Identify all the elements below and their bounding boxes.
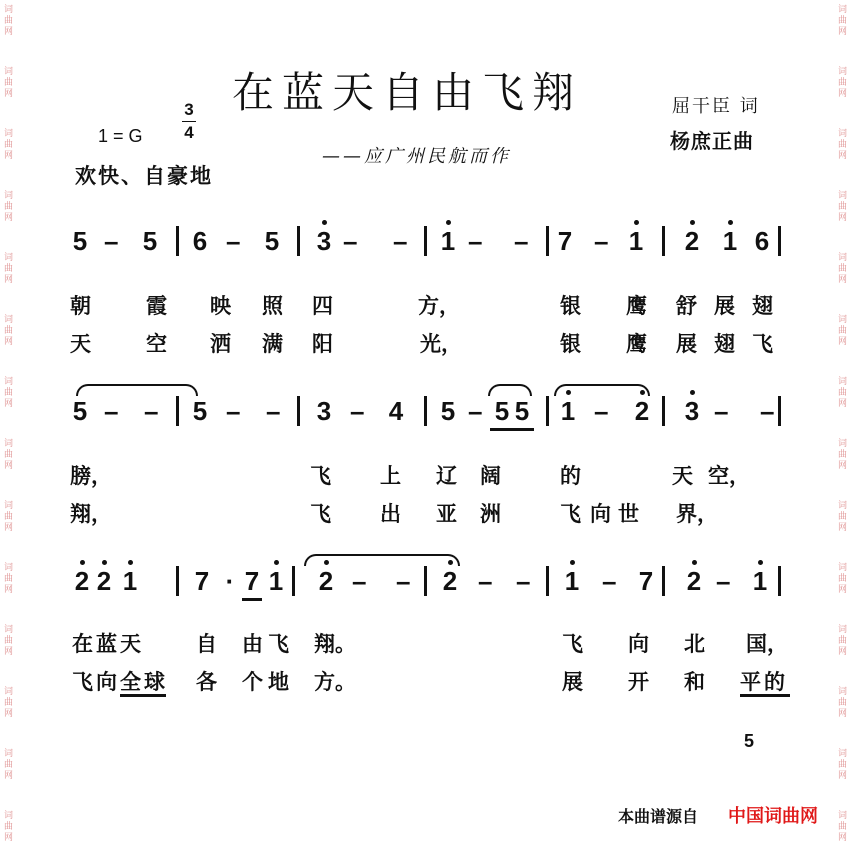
lyric-char: 的 [764, 670, 785, 694]
octave-dot [128, 560, 133, 565]
lyric-char: 自 [196, 632, 217, 656]
jianpu-note: 3 [684, 396, 700, 426]
jianpu-note: 1 [722, 226, 738, 256]
watermark-text: 词曲网 [2, 562, 12, 595]
jianpu-note: 3 [316, 396, 332, 426]
octave-dot [570, 560, 575, 565]
bar-line [424, 226, 427, 256]
lyric-char: 向 [628, 632, 649, 656]
lyric-char: 地 [268, 670, 289, 694]
jianpu-note: 1 [440, 226, 456, 256]
lyric-char: 翔。 [314, 632, 356, 656]
jianpu-note: 7 [638, 566, 654, 596]
jianpu-note: 1 [628, 226, 644, 256]
lyric-char: 飞 [72, 670, 93, 694]
lyric-char: 银 [560, 294, 581, 318]
lyric-char: 飞 [310, 502, 331, 526]
lyric-char: 开 [628, 670, 649, 694]
duration-dash: – [602, 566, 617, 596]
watermark-text: 词曲网 [836, 190, 846, 223]
lyric-char: 鹰 [626, 294, 647, 318]
octave-dot [322, 220, 327, 225]
lyric-char: 翅 [752, 294, 773, 318]
watermark-text: 词曲网 [836, 624, 846, 657]
lyric-char: 和 [684, 670, 705, 694]
jianpu-note: · [225, 566, 235, 596]
lyric-char: 展 [562, 670, 583, 694]
watermark-text: 词曲网 [2, 500, 12, 533]
bar-line [662, 226, 665, 256]
lyric-underline [120, 694, 166, 697]
duration-dash: – [343, 226, 358, 256]
jianpu-note: 7 [244, 566, 260, 596]
lyric-char: 霞 [146, 294, 167, 318]
watermark-text: 词曲网 [2, 314, 12, 347]
watermark-text: 词曲网 [2, 128, 12, 161]
duration-dash: – [714, 396, 729, 426]
lyric-char: 的 [560, 464, 581, 488]
lyricist: 屈干臣 词 [672, 96, 760, 117]
lyric-char: 飞 [752, 332, 773, 356]
watermark-text: 词曲网 [836, 686, 846, 719]
slur-arc [76, 384, 198, 396]
duration-dash: – [468, 396, 483, 426]
watermark-text: 词曲网 [2, 748, 12, 781]
watermark-text: 词曲网 [2, 376, 12, 409]
duration-dash: – [104, 226, 119, 256]
lyric-char: 蓝 [96, 632, 117, 656]
bar-line [424, 396, 427, 426]
lyric-char: 膀， [70, 464, 112, 488]
octave-dot [690, 220, 695, 225]
jianpu-note: 3 [316, 226, 332, 256]
jianpu-note: 1 [560, 396, 576, 426]
octave-dot [634, 220, 639, 225]
jianpu-note: 1 [564, 566, 580, 596]
lyric-char: 个 [242, 670, 263, 694]
watermark-text: 词曲网 [2, 810, 12, 843]
jianpu-note: 6 [192, 226, 208, 256]
watermark-right [834, 0, 850, 853]
lyric-char: 翔， [70, 502, 112, 526]
lyric-char: 光， [420, 332, 462, 356]
bar-line [546, 396, 549, 426]
octave-dot [758, 560, 763, 565]
watermark-text: 词曲网 [836, 810, 846, 843]
octave-dot [80, 560, 85, 565]
jianpu-note: 1 [268, 566, 284, 596]
watermark-text: 词曲网 [2, 438, 12, 471]
bar-line [662, 566, 665, 596]
watermark-text: 词曲网 [836, 748, 846, 781]
lyric-char: 向 [96, 670, 117, 694]
jianpu-note: 7 [557, 226, 573, 256]
duration-dash: – [594, 226, 609, 256]
jianpu-note: 2 [442, 566, 458, 596]
duration-dash: – [393, 226, 408, 256]
lyric-char: 照 [262, 294, 283, 318]
lyric-char: 世 [618, 502, 639, 526]
watermark-text: 词曲网 [2, 4, 12, 37]
duration-dash: – [760, 396, 775, 426]
time-signature-bottom: 4 [184, 123, 194, 142]
watermark-text: 词曲网 [2, 624, 12, 657]
lyric-char: 天 [672, 464, 693, 488]
bar-line [778, 396, 781, 426]
bar-line [297, 396, 300, 426]
source-site-link[interactable]: 中国词曲网 [728, 806, 818, 827]
watermark-text: 词曲网 [836, 252, 846, 285]
bar-line [297, 226, 300, 256]
subtitle: ——应广州民航而作 [322, 146, 511, 167]
lyric-char: 球 [144, 670, 165, 694]
lyric-char: 国， [746, 632, 788, 656]
source-label: 本曲谱源自 [618, 807, 699, 826]
duration-dash: – [716, 566, 731, 596]
jianpu-note: 5 [192, 396, 208, 426]
lyric-char: 鹰 [626, 332, 647, 356]
jianpu-note: 5 [264, 226, 280, 256]
duration-dash: – [468, 226, 483, 256]
watermark-text: 词曲网 [836, 128, 846, 161]
watermark-text: 词曲网 [836, 4, 846, 37]
time-signature [182, 100, 196, 143]
bar-line [778, 226, 781, 256]
page-number: 5 [744, 731, 755, 751]
time-signature-top: 3 [184, 100, 194, 119]
octave-dot [446, 220, 451, 225]
duration-dash: – [226, 396, 241, 426]
slur-arc [304, 554, 460, 566]
lyric-char: 亚 [436, 502, 457, 526]
watermark-text: 词曲网 [836, 66, 846, 99]
duration-dash: – [516, 566, 531, 596]
lyric-char: 出 [380, 502, 401, 526]
jianpu-note: 2 [686, 566, 702, 596]
duration-dash: – [352, 566, 367, 596]
watermark-left [0, 0, 16, 853]
watermark-text: 词曲网 [2, 252, 12, 285]
tempo-marking: 欢快、自豪地 [75, 164, 213, 188]
jianpu-note: 6 [754, 226, 770, 256]
lyric-char: 平 [740, 670, 761, 694]
octave-dot [274, 560, 279, 565]
lyric-char: 飞 [560, 502, 581, 526]
bar-line [546, 226, 549, 256]
lyric-char: 银 [560, 332, 581, 356]
duration-dash: – [350, 396, 365, 426]
slur-arc [488, 384, 532, 396]
duration-dash: – [396, 566, 411, 596]
jianpu-note: 1 [752, 566, 768, 596]
lyric-char: 阳 [312, 332, 333, 356]
lyric-char: 上 [380, 464, 401, 488]
bar-line [176, 226, 179, 256]
jianpu-note: 2 [634, 396, 650, 426]
duration-dash: – [266, 396, 281, 426]
duration-dash: – [478, 566, 493, 596]
lyric-char: 飞 [310, 464, 331, 488]
duration-underline [242, 598, 262, 601]
jianpu-note: 2 [96, 566, 112, 596]
lyric-char: 飞 [562, 632, 583, 656]
lyric-char: 展 [714, 294, 735, 318]
octave-dot [102, 560, 107, 565]
lyric-char: 空 [146, 332, 167, 356]
watermark-text: 词曲网 [2, 66, 12, 99]
watermark-text: 词曲网 [836, 314, 846, 347]
lyric-char: 洲 [480, 502, 501, 526]
jianpu-note: 1 [122, 566, 138, 596]
jianpu-note: 5 [142, 226, 158, 256]
duration-dash: – [514, 226, 529, 256]
duration-dash: – [104, 396, 119, 426]
lyric-char: 满 [262, 332, 283, 356]
jianpu-note: 2 [74, 566, 90, 596]
lyric-char: 翅 [714, 332, 735, 356]
lyric-char: 全 [120, 670, 141, 694]
octave-dot [690, 390, 695, 395]
duration-dash: – [594, 396, 609, 426]
lyric-char: 空， [708, 464, 750, 488]
jianpu-note: 5 [514, 396, 530, 426]
watermark-text: 词曲网 [836, 562, 846, 595]
jianpu-note: 5 [494, 396, 510, 426]
lyric-char: 北 [684, 632, 705, 656]
bar-line [292, 566, 295, 596]
octave-dot [692, 560, 697, 565]
lyric-char: 在 [72, 632, 93, 656]
composer: 杨庶正曲 [670, 129, 754, 153]
watermark-text: 词曲网 [2, 190, 12, 223]
lyric-char: 朝 [70, 294, 91, 318]
bar-line [176, 566, 179, 596]
jianpu-note: 2 [318, 566, 334, 596]
lyric-char: 方， [418, 294, 460, 318]
bar-line [176, 396, 179, 426]
lyric-char: 舒 [676, 294, 697, 318]
watermark-text: 词曲网 [836, 438, 846, 471]
duration-dash: – [144, 396, 159, 426]
lyric-char: 方。 [314, 670, 356, 694]
lyric-underline [740, 694, 790, 697]
duration-dash: – [226, 226, 241, 256]
lyric-char: 映 [210, 294, 231, 318]
lyric-char: 天 [120, 632, 141, 656]
song-title: 在蓝天自由飞翔 [232, 68, 583, 117]
lyric-char: 由 [242, 632, 263, 656]
lyric-char: 四 [312, 294, 333, 318]
bar-line [424, 566, 427, 596]
key-signature: 1 = G [98, 126, 143, 146]
jianpu-note: 5 [72, 226, 88, 256]
octave-dot [728, 220, 733, 225]
jianpu-note: 4 [388, 396, 404, 426]
bar-line [778, 566, 781, 596]
jianpu-note: 5 [72, 396, 88, 426]
lyric-char: 阔 [480, 464, 501, 488]
lyric-char: 天 [70, 332, 91, 356]
lyric-char: 展 [676, 332, 697, 356]
watermark-text: 词曲网 [836, 500, 846, 533]
bar-line [662, 396, 665, 426]
slur-arc [554, 384, 650, 396]
lyric-char: 洒 [210, 332, 231, 356]
watermark-text: 词曲网 [836, 376, 846, 409]
lyric-char: 界， [676, 502, 718, 526]
jianpu-note: 7 [194, 566, 210, 596]
watermark-text: 词曲网 [2, 686, 12, 719]
jianpu-note: 2 [684, 226, 700, 256]
jianpu-note: 5 [440, 396, 456, 426]
lyric-char: 向 [590, 502, 611, 526]
lyric-char: 各 [196, 670, 217, 694]
duration-underline [490, 428, 534, 431]
lyric-char: 飞 [268, 632, 289, 656]
lyric-char: 辽 [436, 464, 457, 488]
bar-line [546, 566, 549, 596]
